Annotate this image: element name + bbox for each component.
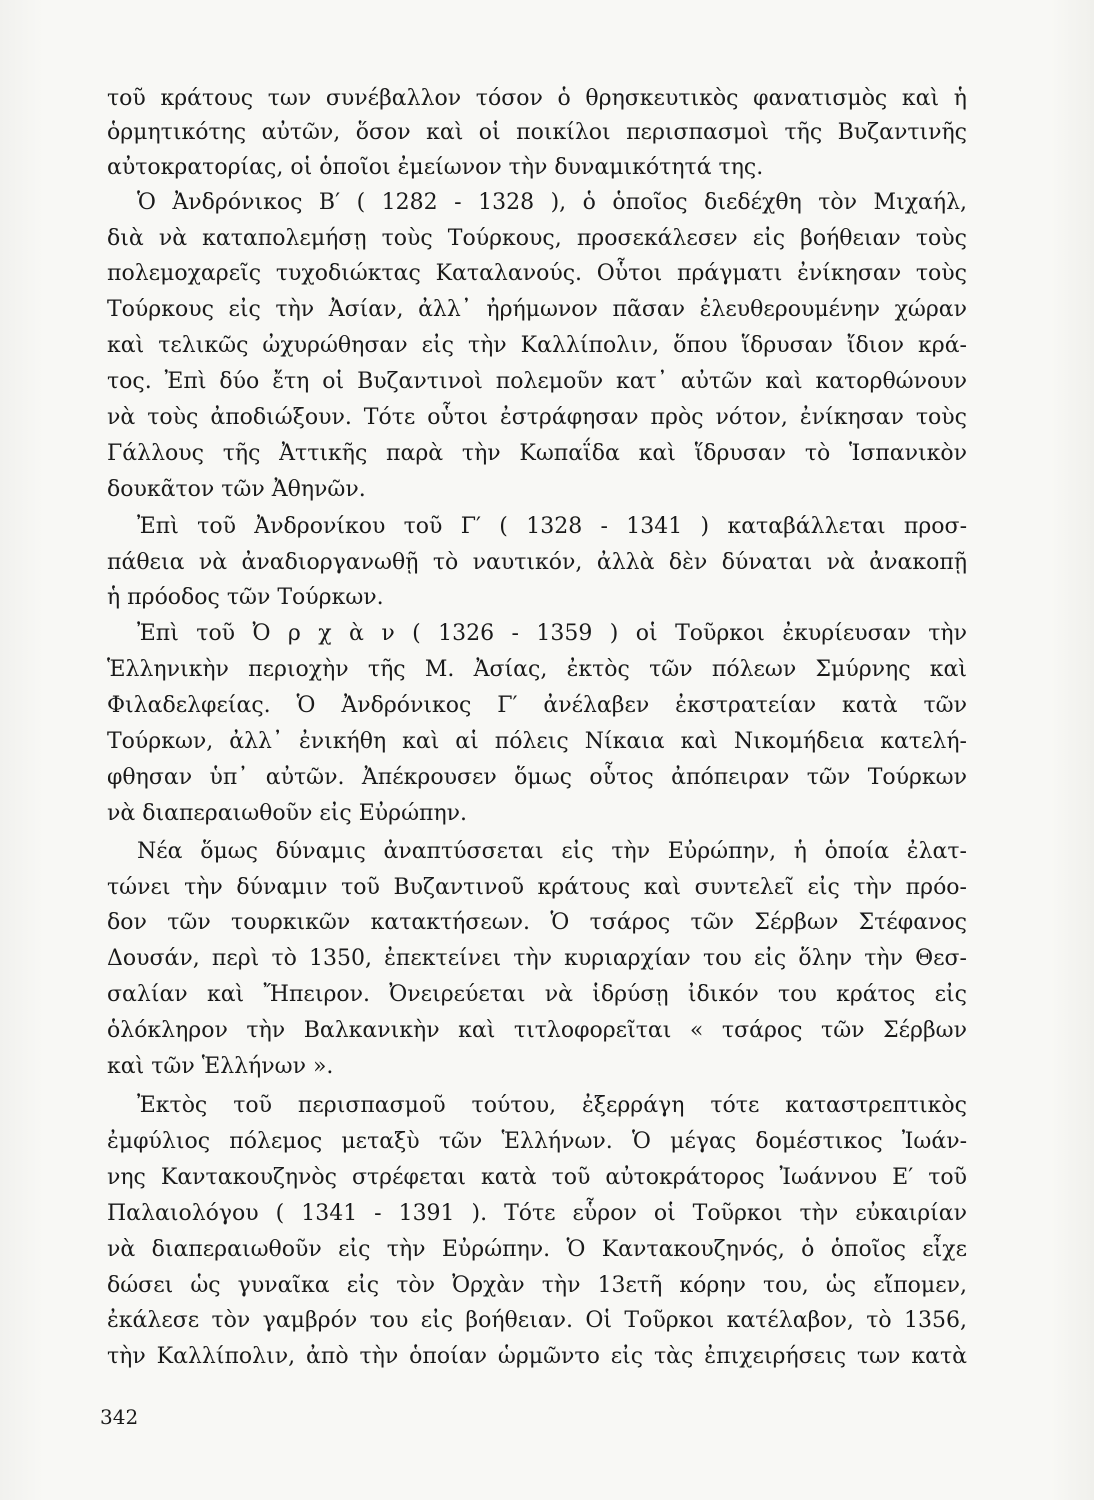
text-line: δώσει ὡς γυναῖκα εἰς τὸν Ὀρχὰν τὴν 13ετῆ κόρην του, ὡς εἴπομεν, — [107, 1273, 967, 1298]
text-line: Παλαιολόγου ( 1341 - 1391 ). Τότε εὗρον οἱ Τοῦρκοι τὴν εὐκαιρίαν — [107, 1201, 967, 1226]
text-line: τὴν Καλλίπολιν, ἀπὸ τὴν ὁποίαν ὡρμῶντο εἰς τὰς ἐπιχειρήσεις των κατὰ — [107, 1344, 967, 1369]
text-line: τος. Ἐπὶ δύο ἔτη οἱ Βυζαντινοὶ πολεμοῦν κατ᾽ αὐτῶν καὶ κατορθώνουν — [107, 369, 967, 394]
text-line: δον τῶν τουρκικῶν κατακτήσεων. Ὁ τσάρος τῶν Σέρβων Στέφανος — [107, 910, 967, 935]
text-line: Ἐπὶ τοῦ Ὀ ρ χ ὰ ν ( 1326 - 1359 ) οἱ Τοῦρκοι ἐκυρίευσαν τὴν — [137, 621, 967, 646]
text-line: τοῦ κράτους των συνέβαλλον τόσον ὁ θρησκευτικὸς φανατισμὸς καὶ ἡ — [107, 86, 967, 111]
text-line: Ἑλληνικὴν περιοχὴν τῆς Μ. Ἀσίας, ἐκτὸς τῶν πόλεων Σμύρνης καὶ — [107, 657, 967, 682]
text-line: Νέα ὅμως δύναμις ἀναπτύσσεται εἰς τὴν Εὐρώπην, ἡ ὁποία ἐλατ- — [137, 839, 967, 864]
text-line: πάθεια νὰ ἀναδιοργανωθῇ τὸ ναυτικόν, ἀλλὰ δὲν δύναται νὰ ἀνακοπῇ — [107, 550, 967, 575]
text-line: Ἐκτὸς τοῦ περισπασμοῦ τούτου, ἐξερράγη τότε καταστρεπτικὸς — [137, 1093, 967, 1118]
text-line: Γάλλους τῆς Ἀττικῆς παρὰ τὴν Κωπαΐδα καὶ ἵδρυσαν τὸ Ἱσπανικὸν — [107, 441, 967, 466]
text-line: ὁλόκληρον τὴν Βαλκανικὴν καὶ τιτλοφορεῖται « τσάρος τῶν Σέρβων — [107, 1018, 967, 1043]
text-line: καὶ τελικῶς ὠχυρώθησαν εἰς τὴν Καλλίπολιν, ὅπου ἵδρυσαν ἴδιον κρά- — [107, 333, 967, 358]
text-line: τώνει τὴν δύναμιν τοῦ Βυζαντινοῦ κράτους καὶ συντελεῖ εἰς τὴν πρόο- — [107, 875, 967, 900]
text-line: Ὁ Ἀνδρόνικος Β′ ( 1282 - 1328 ), ὁ ὁποῖος διεδέχθη τὸν Μιχαήλ, — [137, 190, 967, 215]
text-line: δουκᾶτον τῶν Ἀθηνῶν. — [107, 477, 366, 502]
text-line: νὰ διαπεραιωθοῦν εἰς τὴν Εὐρώπην. Ὁ Καντακουζηνός, ὁ ὁποῖος εἶχε — [107, 1237, 967, 1262]
text-line: σαλίαν καὶ Ἤπειρον. Ὀνειρεύεται νὰ ἱδρύσῃ ἰδικόν του κράτος εἰς — [107, 982, 967, 1007]
text-line: νὰ τοὺς ἀποδιώξουν. Τότε οὗτοι ἐστράφησαν πρὸς νότον, ἐνίκησαν τοὺς — [107, 405, 967, 430]
text-line: ἐκάλεσε τὸν γαμβρόν του εἰς βοήθειαν. Οἱ Τοῦρκοι κατέλαβον, τὸ 1356, — [107, 1308, 967, 1333]
text-line: Τούρκους εἰς τὴν Ἀσίαν, ἀλλ᾽ ἠρήμωνον πᾶσαν ἐλευθερουμένην χώραν — [107, 297, 967, 322]
text-line: πολεμοχαρεῖς τυχοδιώκτας Καταλανούς. Οὗτοι πράγματι ἐνίκησαν τοὺς — [107, 261, 967, 286]
text-line: Φιλαδελφείας. Ὁ Ἀνδρόνικος Γ′ ἀνέλαβεν ἐκστρατείαν κατὰ τῶν — [107, 693, 967, 718]
text-line: Ἐπὶ τοῦ Ἀνδρονίκου τοῦ Γ′ ( 1328 - 1341 ) καταβάλλεται προσ- — [137, 514, 967, 539]
text-line: Τούρκων, ἀλλ᾽ ἐνικήθη καὶ αἱ πόλεις Νίκαια καὶ Νικομήδεια κατελή- — [107, 729, 967, 754]
text-line: νης Καντακουζηνὸς στρέφεται κατὰ τοῦ αὐτοκράτορος Ἰωάννου Ε′ τοῦ — [107, 1165, 967, 1190]
text-line: νὰ διαπεραιωθοῦν εἰς Εὐρώπην. — [107, 801, 468, 826]
text-line: ὁρμητικότης αὐτῶν, ὅσον καὶ οἱ ποικίλοι περισπασμοὶ τῆς Βυζαντινῆς — [107, 120, 967, 145]
text-line: διὰ νὰ καταπολεμήσῃ τοὺς Τούρκους, προσεκάλεσεν εἰς βοήθειαν τοὺς — [107, 226, 967, 251]
text-line: αὐτοκρατορίας, οἱ ὁποῖοι ἐμείωνον τὴν δυναμικότητά της. — [107, 155, 764, 180]
text-line: καὶ τῶν Ἑλλήνων ». — [107, 1054, 334, 1079]
text-line: φθησαν ὑπ᾽ αὐτῶν. Ἀπέκρουσεν ὅμως οὗτος ἀπόπειραν τῶν Τούρκων — [107, 765, 967, 790]
text-line: ἡ πρόοδος τῶν Τούρκων. — [107, 585, 384, 610]
page-number: 342 — [100, 1405, 139, 1429]
text-line: Δουσάν, περὶ τὸ 1350, ἐπεκτείνει τὴν κυριαρχίαν του εἰς ὅλην τὴν Θεσ- — [107, 946, 967, 971]
text-line: ἐμφύλιος πόλεμος μεταξὺ τῶν Ἑλλήνων. Ὁ μέγας δομέστικος Ἰωάν- — [107, 1129, 967, 1154]
